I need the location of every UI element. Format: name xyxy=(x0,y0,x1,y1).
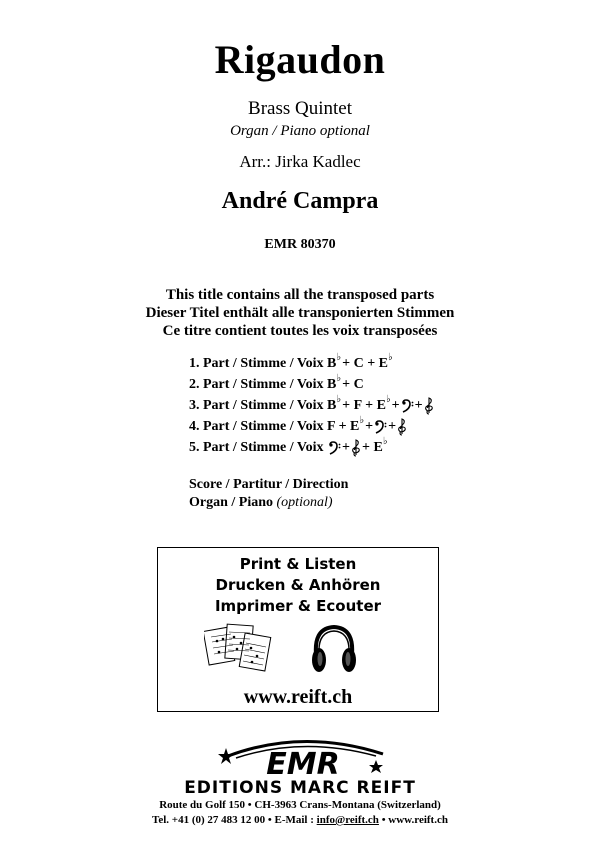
flat-symbol: ♭ xyxy=(385,394,391,405)
page-title: Rigaudon xyxy=(214,37,386,82)
part-4-text: 4. Part / Stimme / Voix F + E xyxy=(189,419,360,434)
bass-clef-icon xyxy=(401,399,414,413)
arranger-credit: Arr.: Jirka Kadlec xyxy=(239,152,361,171)
part-5-text-3: + E xyxy=(362,440,383,455)
catalog-number: EMR 80370 xyxy=(264,237,336,252)
treble-clef-icon xyxy=(351,439,361,457)
composer-name: André Campra xyxy=(221,188,379,214)
part-4-text-3: + xyxy=(388,419,397,434)
contact-website: • www.reift.ch xyxy=(378,814,448,826)
optional-label: (optional) xyxy=(276,495,333,510)
part-3-text-3: + xyxy=(391,398,400,413)
publisher-name: EDITIONS MARC REIFT xyxy=(184,778,416,798)
part-2 xyxy=(189,374,435,395)
part-3-text: 3. Part / Stimme / Voix B xyxy=(189,398,337,413)
part-1-text: 1. Part / Stimme / Voix B xyxy=(189,356,337,371)
score-list xyxy=(189,476,348,512)
bass-clef-icon xyxy=(328,441,341,455)
flat-symbol: ♭ xyxy=(336,352,342,363)
part-2-text-2: + C xyxy=(342,377,364,392)
info-line-german: Dieser Titel enthält alle transponierten Stimmen xyxy=(145,305,455,321)
treble-clef-icon xyxy=(424,397,434,415)
website-link[interactable]: www.reift.ch xyxy=(243,686,353,708)
promo-line-english: Print & Listen xyxy=(239,555,357,573)
flat-symbol: ♭ xyxy=(382,436,388,447)
flat-symbol: ♭ xyxy=(336,394,342,405)
part-2-text: 2. Part / Stimme / Voix B xyxy=(189,377,337,392)
headphones-icon xyxy=(310,622,358,676)
part-4-text-2: + xyxy=(365,419,374,434)
info-line-french: Ce titre contient toutes les voix transposées xyxy=(162,323,438,339)
part-1-text-2: + C + E xyxy=(342,356,389,371)
publisher-contact xyxy=(0,814,600,826)
promo-line-french: Imprimer & Ecouter xyxy=(214,597,382,615)
optional-instruments: Organ / Piano optional xyxy=(230,123,370,139)
score-line: Score / Partitur / Direction xyxy=(189,477,349,492)
logo-text: EMR xyxy=(266,747,340,782)
part-5-text-2: + xyxy=(342,440,351,455)
part-5 xyxy=(189,437,435,458)
contact-phone: Tel. +41 (0) 27 483 12 00 • E-Mail : xyxy=(152,814,317,826)
ensemble-subtitle: Brass Quintet xyxy=(248,98,352,119)
parts-list xyxy=(189,353,435,458)
flat-symbol: ♭ xyxy=(359,415,365,426)
treble-clef-icon xyxy=(397,418,407,436)
part-3-text-4: + xyxy=(414,398,423,413)
flat-symbol: ♭ xyxy=(336,373,342,384)
organ-line xyxy=(189,494,348,512)
organ-label: Organ / Piano xyxy=(189,495,277,510)
info-line-english: This title contains all the transposed parts xyxy=(165,287,435,303)
part-5-text: 5. Part / Stimme / Voix xyxy=(189,440,328,455)
part-3-text-2: + F + E xyxy=(342,398,386,413)
flat-symbol: ♭ xyxy=(388,352,393,363)
print-listen-box xyxy=(157,547,439,712)
part-4 xyxy=(189,416,435,437)
sheet-music-icon xyxy=(204,621,274,677)
promo-line-german: Drucken & Anhören xyxy=(215,576,381,594)
email-link[interactable]: info@reift.ch xyxy=(316,814,379,826)
publisher-address: Route du Golf 150 • CH-3963 Crans-Montana (Switzerland) xyxy=(159,799,441,811)
part-3 xyxy=(189,395,435,416)
part-1 xyxy=(189,353,435,374)
